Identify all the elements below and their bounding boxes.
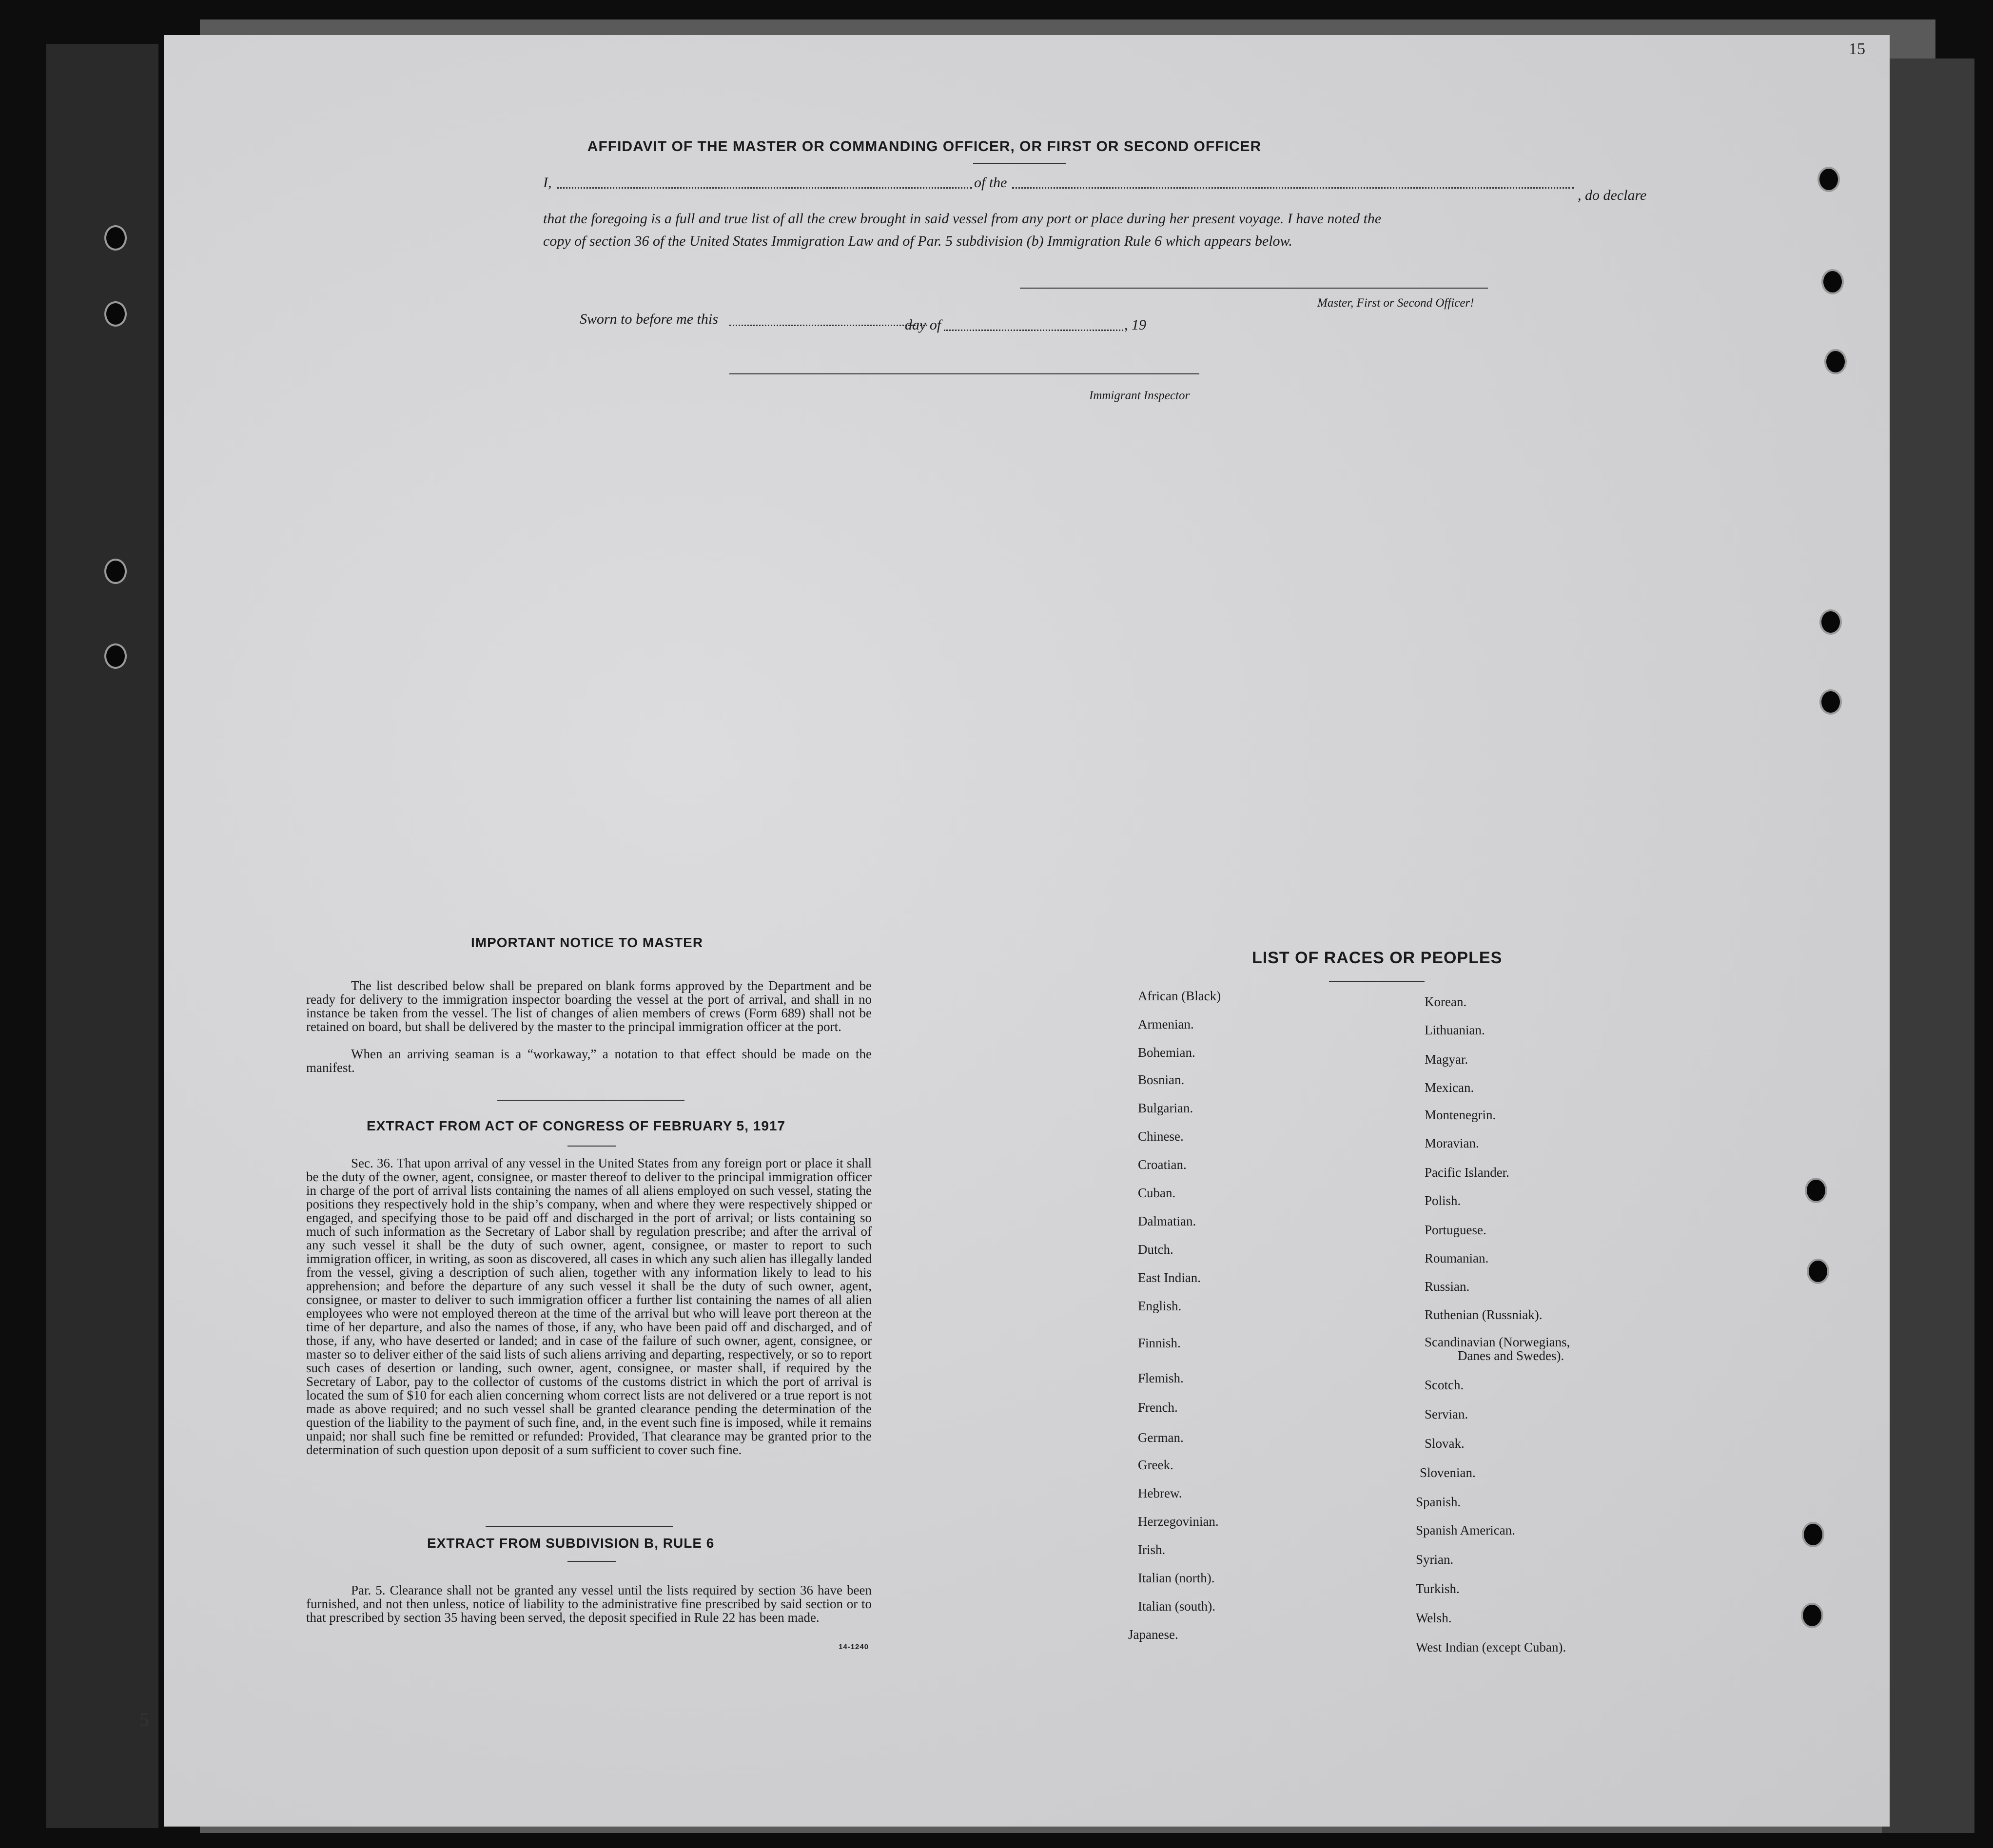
affidavit-of-the-label: of the [974,175,1007,191]
race-item: Polish. [1425,1193,1461,1208]
race-item: German. [1138,1430,1184,1445]
sworn-day-line [729,325,927,326]
master-name-line [557,187,972,189]
race-item: Roumanian. [1425,1251,1489,1265]
race-item: Moravian. [1425,1136,1479,1150]
title-rule [973,163,1066,164]
race-item: Cuban. [1138,1186,1176,1200]
race-item: Greek. [1138,1458,1173,1472]
act-title-rule [567,1146,616,1147]
right-punch-hole [1803,1605,1821,1626]
officer-signature-caption: Master, First or Second Officer! [1317,296,1474,310]
race-item: Irish. [1138,1542,1166,1557]
race-item: Bohemian. [1138,1045,1195,1060]
act-extract-text: Sec. 36. That upon arrival of any vessel in the United States from any foreign port or place it shall be the duty of the owner, agent, consignee, or master thereof to deliver to the principal immigration officer in charge of the port of arrival lists containing the names of all aliens employed on such vessel, stating the positions they respectively hold in the ship’s company, when and where they were respectively shipped or engaged, and specifying those to be paid off and discharged in the port of arrival; or lists containing so much of such information as the Secretary of Labor shall by regulation prescribe; and after the arrival of any such vessel it shall be the duty of such owner, agent, consignee, or master to report to such immigration officer, in writing, as soon as discovered, all cases in which any such alien has illegally landed from the vessel, giving a description of such alien, together with any information likely to lead to his apprehension; and before the departure of any such vessel it shall be the duty of such owner, agent, consignee, or master to deliver to such immigration officer a further list containing the names of all alien employees who were not employed thereon at the time of the arrival but who will leave port thereon at the time of her departure, and also the names of those, if any, who have been paid off and discharged, and of those, if any, who have deserted or landed; and in case of the failure of such owner, agent, consignee, or master so to deliver either of the said lists of such aliens arriving and departing, respectively, or so to report such cases of desertion or landing, such owner, agent, consignee, or master shall, if required by the Secretary of Labor, pay to the collector of customs of the customs district in which the port of arrival is located the sum of $10 for each alien concerning whom correct lists are not delivered or a true report is not made as above required; and no such vessel shall be granted clearance pending the determination of the question of the liability to the payment of such fine, and, in the event such fine is imposed, while it remains unpaid; nor shall such fine be remitted or refunded: Provided, That clearance may be granted prior to the determination of such question upon deposit of a sum sufficient to cover such fine. [306,1156,872,1457]
race-item: Portuguese. [1425,1223,1486,1237]
race-item: Flemish. [1138,1371,1184,1385]
race-item: Magyar. [1425,1052,1468,1067]
month-line [944,330,1123,331]
race-item: Ruthenian (Russniak). [1425,1307,1543,1322]
races-title-rule [1329,981,1425,982]
race-item: Russian. [1425,1279,1470,1294]
race-item: Syrian. [1416,1552,1454,1567]
race-item: Servian. [1425,1407,1468,1421]
right-punch-hole [1809,1261,1827,1282]
race-item: Lithuanian. [1425,1023,1485,1037]
race-item: Scandinavian (Norwegians, [1425,1335,1570,1349]
race-item: Slovak. [1425,1436,1465,1451]
race-item: Scotch. [1425,1378,1464,1392]
race-item: West Indian (except Cuban). [1416,1640,1566,1654]
race-item: Armenian. [1138,1017,1194,1031]
margin-handwritten-mark: 5 [139,1709,149,1731]
left-punch-hole [106,227,125,249]
affidavit-do-declare: , do declare [1578,187,1647,203]
day-of-label: day of [905,317,941,333]
right-punch-hole [1807,1180,1825,1201]
race-item: Hebrew. [1138,1486,1182,1500]
race-item: Pacific Islander. [1425,1165,1509,1180]
race-item: Spanish. [1416,1495,1461,1509]
affidavit-title: AFFIDAVIT OF THE MASTER OR COMMANDING OFFICER, OR FIRST OR SECOND OFFICER [587,138,1262,155]
right-punch-hole [1804,1524,1822,1545]
notice-paragraph-2: When an arriving seaman is a “workaway,” a notation to that effect should be made on the manifest. [306,1047,872,1075]
form-number: 14-1240 [839,1643,869,1651]
race-item: Herzegovinian. [1138,1514,1219,1529]
race-item: Welsh. [1416,1611,1452,1625]
under-page-strip [1882,58,1974,1833]
race-item: Korean. [1425,994,1467,1009]
race-item: East Indian. [1138,1270,1201,1285]
race-item: Mexican. [1425,1080,1474,1095]
vessel-name-line [1012,187,1574,189]
inspector-caption: Immigrant Inspector [1089,389,1190,402]
rule-extract-text: Par. 5. Clearance shall not be granted any vessel until the lists required by section 36 have been furnished, and not then unless, notice of liability to the administrative fine prescribed by said section or to that prescribed by section 35 having been served, the deposit specified in Rule 22 has been made. [306,1583,872,1625]
race-item: Croatian. [1138,1157,1187,1172]
race-item: Italian (south). [1138,1599,1215,1614]
act-extract-title: EXTRACT FROM ACT OF CONGRESS OF FEBRUARY 5, 1917 [367,1118,786,1133]
rule-extract-title: EXTRACT FROM SUBDIVISION B, RULE 6 [427,1536,715,1551]
affidavit-i-label: I, [543,175,552,191]
race-item: Montenegrin. [1425,1108,1496,1122]
race-item: Italian (north). [1138,1571,1215,1585]
race-item: African (Black) [1138,989,1221,1003]
left-binding-strip [46,44,158,1828]
races-title: LIST OF RACES OR PEOPLES [1252,949,1503,967]
sworn-label: Sworn to before me this [580,311,718,327]
notice-rule [497,1100,684,1101]
left-punch-hole [106,645,125,667]
race-item: Bulgarian. [1138,1101,1193,1115]
affidavit-line-3: copy of section 36 of the United States Immigration Law and of Par. 5 subdivision (b) Immigration Rule 6 which appears below. [543,233,1292,249]
race-item: Chinese. [1138,1129,1184,1144]
race-item: Dutch. [1138,1242,1173,1257]
left-punch-hole [106,561,125,582]
right-punch-hole [1819,169,1838,190]
race-item: Bosnian. [1138,1072,1185,1087]
affidavit-line-2: that the foregoing is a full and true list of all the crew brought in said vessel from any port or place during her present voyage. I have noted the [543,211,1382,227]
race-item: Japanese. [1128,1627,1178,1642]
year-prefix: , 19 [1124,317,1146,333]
race-item: Danes and Swedes). [1458,1348,1564,1363]
manifest-page [139,35,1890,1827]
race-item: French. [1138,1400,1178,1415]
race-item: Slovenian. [1420,1465,1476,1480]
page-number: 15 [1849,40,1865,58]
right-punch-hole [1823,271,1842,292]
notice-paragraph-1: The list described below shall be prepared on blank forms approved by the Department and be ready for delivery to the immigration inspector boarding the vessel at the port of arrival, and shall in no instance be taken from the vessel. The list of changes of alien members of crews (Form 689) shall not be retained on board, but shall be delivered by the master to the principal immigration officer at the port. [306,978,872,1034]
race-item: Turkish. [1416,1581,1460,1596]
rule-title-rule [567,1561,616,1562]
race-item: Dalmatian. [1138,1214,1196,1228]
left-punch-hole [106,303,125,325]
inspector-signature-line [729,373,1199,374]
right-punch-hole [1826,351,1845,372]
right-punch-hole [1821,611,1840,633]
officer-signature-line [1020,288,1488,289]
race-item: Finnish. [1138,1336,1181,1350]
race-item: Spanish American. [1416,1523,1515,1537]
race-item: English. [1138,1299,1182,1313]
notice-title: IMPORTANT NOTICE TO MASTER [471,935,703,950]
act-rule [486,1526,673,1527]
right-punch-hole [1821,691,1840,713]
